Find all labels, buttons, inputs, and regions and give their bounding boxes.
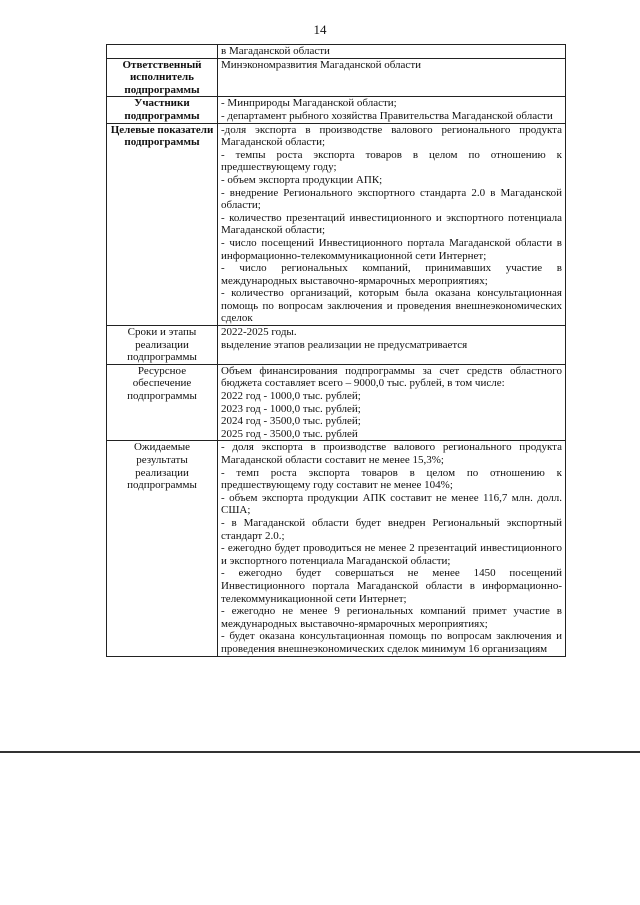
content-line: - ежегодно будет совершаться не менее 1450 посещений Инвестиционного портала Магаданской области в информационно-телекоммуникационной сети Интернет; [221, 567, 562, 605]
content-line: Минэкономразвития Магаданской области [221, 58, 422, 71]
content-line: - департамент рыбного хозяйства Правительства Магаданской области [221, 109, 553, 122]
table-row [107, 326, 566, 365]
content-line: - в Магаданской области будет внедрен Региональный экспортный стандарт 2.0.; [221, 516, 562, 542]
table-row [107, 441, 566, 656]
page-number: 14 [313, 22, 327, 37]
content-line: - ежегодно не менее 9 региональных компаний примет участие в международных выставочно-ярмарочных мероприятиях; [221, 605, 562, 630]
content-line: - будет оказана консультационная помощь по вопросам заключения и проведения внешнеэкономических сделок минимум 16 организациям [221, 630, 562, 655]
content-line: - количество презентаций инвестиционного и экспортного потенциала Магаданской области; [221, 211, 562, 237]
content-line: - темпы роста экспорта товаров в целом по отношению к предшествующему году; [221, 148, 562, 174]
content-line: - объем экспорта продукции АПК; [221, 173, 383, 186]
content-line: - объем экспорта продукции АПК составит не менее 116,7 млн. долл. США; [221, 491, 562, 517]
table-row [107, 45, 566, 59]
table-row [107, 364, 566, 441]
row-content [218, 123, 566, 326]
row-content [218, 97, 566, 123]
content-line: - темп роста экспорта товаров в целом по отношению к предшествующему году составит не менее 104%; [221, 466, 562, 492]
row-label: Ответственный исполнитель подпрограммы [107, 58, 218, 97]
table-row [107, 123, 566, 326]
content-line: 2023 год - 1000,0 тыс. рублей; [221, 402, 361, 415]
content-line: -доля экспорта в производстве валового регионального продукта Магаданской области; [221, 123, 562, 149]
content-line: - Минприроды Магаданской области; [221, 97, 397, 110]
row-content [218, 364, 566, 441]
content-line: - число посещений Инвестиционного портала Магаданской области в информационно-телекоммуникационной сети Интернет; [221, 236, 562, 262]
row-content [218, 58, 566, 97]
row-content [218, 441, 566, 656]
subprogram-passport-table [106, 44, 566, 657]
bottom-rule [0, 751, 640, 753]
content-line: 2024 год - 3500,0 тыс. рублей; [221, 415, 361, 428]
row-content [218, 326, 566, 365]
content-line: Объем финансирования подпрограммы за счет средств областного бюджета составляет всего – 9000,0 тыс. рублей, в том числе: [221, 364, 562, 390]
content-line: - доля экспорта в производстве валового регионального продукта Магаданской области составит не менее 15,3%; [221, 441, 562, 466]
row-label: Участники подпрограммы [107, 97, 218, 123]
row-label [107, 45, 218, 59]
row-content [218, 45, 566, 59]
row-label: Ресурсное обеспечение подпрограммы [107, 364, 218, 441]
content-line: - внедрение Регионального экспортного стандарта 2.0 в Магаданской области; [221, 186, 562, 212]
content-line: 2022-2025 годы. [221, 326, 297, 339]
content-line: в Магаданской области [221, 45, 330, 57]
row-label: Сроки и этапы реализации подпрограммы [107, 326, 218, 365]
table-row [107, 58, 566, 97]
content-line: 2022 год - 1000,0 тыс. рублей; [221, 390, 361, 403]
content-line: - количество организаций, которым была оказана консультационная помощь по вопросам заключения и проведения внешнеэкономических сделок [221, 287, 562, 325]
content-line: выделение этапов реализации не предусматривается [221, 338, 468, 351]
content-line: 2025 год - 3500,0 тыс. рублей [221, 427, 358, 440]
row-label: Целевые показатели подпрограммы [107, 123, 218, 326]
content-line: - ежегодно будет проводиться не менее 2 презентаций инвестиционного и экспортного потенциала Магаданской области; [221, 542, 562, 567]
row-label: Ожидаемые результаты реализации подпрограммы [107, 441, 218, 656]
table-row [107, 97, 566, 123]
content-line: - число региональных компаний, принимавших участие в международных выставочно-ярмарочных мероприятиях; [221, 262, 562, 287]
